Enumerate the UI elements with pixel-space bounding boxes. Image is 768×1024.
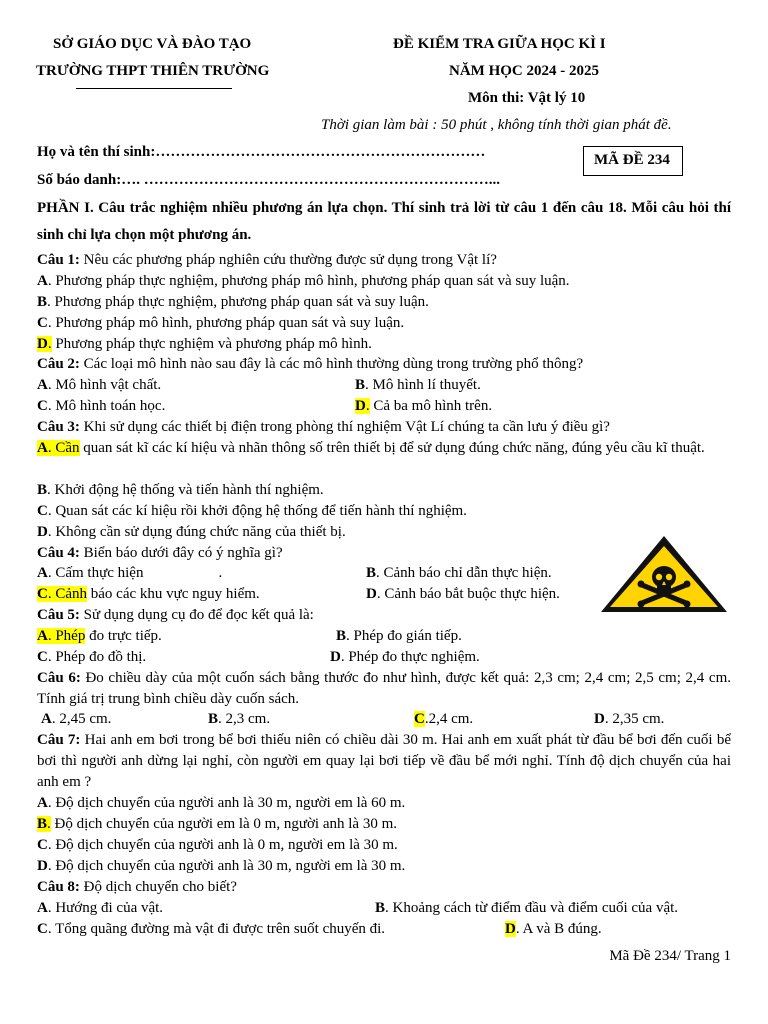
option-text: Quan sát các kí hiệu rồi khởi động hệ thống để tiến hành thí nghiệm. [51, 503, 467, 519]
option-text: Mô hình lí thuyết. [368, 377, 481, 393]
q8-option-b [375, 898, 678, 919]
option-key: B [375, 900, 386, 916]
option-key: C [37, 315, 48, 331]
q7-option-a [37, 793, 731, 814]
option-text: Phép đo thực nghiệm. [344, 649, 480, 665]
option-key-answer: C [414, 711, 425, 727]
option-text: Cấm thực hiện . [51, 565, 223, 581]
question-label: Câu 8: [37, 879, 80, 895]
q5-option-d [330, 647, 480, 668]
q5-option-c [37, 647, 146, 668]
option-sep: . [218, 711, 222, 727]
q1-option-d [37, 334, 731, 355]
option-text: đo trực tiếp. [85, 628, 162, 644]
candidate-id-label: Số báo danh:…. ……………………………………………………………... [37, 172, 500, 188]
option-text: Khởi động hệ thống và tiến hành thí nghiệm. [50, 482, 324, 498]
option-key-answer: D [37, 336, 48, 352]
q6-option-d [594, 709, 664, 730]
option-key: D [330, 649, 341, 665]
subject: Môn thi: Vật lý 10 [468, 90, 586, 106]
option-text: Phương pháp thực nghiệm, phương pháp mô hình, phương pháp quan sát và suy luận. [51, 273, 570, 289]
q3-option-a [37, 438, 731, 459]
question-label: Câu 5: [37, 607, 80, 623]
option-sep: . [346, 628, 350, 644]
question-6 [37, 668, 731, 710]
q4-option-a [37, 563, 222, 584]
option-key-answer: D [505, 921, 516, 937]
question-text: Độ dịch chuyển cho biết? [79, 879, 237, 895]
q7-option-d [37, 856, 731, 877]
option-sep: . [385, 900, 389, 916]
option-text: A và B đúng. [519, 921, 602, 937]
q6-option-a [41, 709, 111, 730]
question-1 [37, 250, 731, 271]
q6-option-b [208, 709, 270, 730]
question-label: Câu 7: [37, 732, 81, 748]
option-sep: . [51, 711, 56, 727]
option-text: 2,3 cm. [221, 711, 271, 727]
option-key: B [37, 482, 48, 498]
option-key: C [37, 921, 48, 937]
q5-option-a [37, 626, 162, 647]
option-text: 2,4 cm. [428, 711, 474, 727]
option-sep: . [47, 294, 51, 310]
option-text: Tổng quãng đường mà vật đi được trên suốt chuyến đi. [51, 921, 386, 937]
option-key-answer: A [37, 628, 48, 644]
dept-name: SỞ GIÁO DỤC VÀ ĐÀO TẠO [53, 36, 252, 52]
option-sep: . Phép [47, 628, 86, 644]
option-text: Mô hình toán học. [51, 398, 166, 414]
option-text: Phương pháp thực nghiệm, phương pháp quan sát và suy luận. [50, 294, 429, 310]
question-label: Câu 1: [37, 252, 80, 268]
option-text: Hướng đi của vật. [51, 900, 164, 916]
option-key: A [37, 273, 48, 289]
q1-option-c [37, 313, 731, 334]
option-sep: . [515, 921, 520, 937]
question-label: Câu 2: [37, 356, 80, 372]
option-text: Cảnh báo chỉ dẫn thực hiện. [379, 565, 552, 581]
option-sep: . [47, 816, 51, 832]
option-key: D [594, 711, 605, 727]
option-sep: . [376, 565, 380, 581]
option-key-answer: C [37, 586, 48, 602]
question-text: Hai anh em bơi trong bể bơi thiếu niên có chiều dài 30 m. Hai anh em xuất phát từ đầu bể bơi đến cuối bể bơi thì người anh dừng lại nghỉ, còn người em quay lại bơi tiếp về đầu bể mới nghỉ. Tính độ dịch chuyển của hai anh em ? [37, 732, 731, 790]
option-key: C [37, 398, 48, 414]
question-label: Câu 3: [37, 419, 80, 435]
option-text: 2,35 cm. [608, 711, 665, 727]
option-text: Độ dịch chuyển của người anh là 30 m, người em là 60 m. [51, 795, 406, 811]
q4-option-b [366, 563, 552, 584]
page-footer: Mã Đề 234/ Trang 1 [609, 948, 731, 964]
q5-option-b [336, 626, 462, 647]
q3-option-b [37, 480, 731, 501]
option-sep: . [47, 482, 51, 498]
q8-option-d [505, 919, 602, 940]
q4-option-c [37, 584, 260, 605]
option-text: 2,45 cm. [55, 711, 112, 727]
option-text: Không cần sử dụng đúng chức năng của thiết bị. [51, 524, 346, 540]
question-8 [37, 877, 731, 898]
option-key: D [37, 524, 48, 540]
option-sep: . Cần [47, 440, 80, 456]
q3-option-c [37, 501, 731, 522]
q8-option-a [37, 898, 163, 919]
option-text: Phương pháp mô hình, phương pháp quan sát và suy luận. [51, 315, 405, 331]
time-note: Thời gian làm bài : 50 phút , không tính thời gian phát đề. [321, 117, 672, 133]
option-sep: . [47, 900, 52, 916]
q1-option-a [37, 271, 731, 292]
exam-code: MÃ ĐỀ 234 [594, 152, 670, 168]
option-text: Độ dịch chuyển của người em là 0 m, người anh là 30 m. [50, 816, 397, 832]
option-sep: . [47, 565, 52, 581]
option-sep: . [47, 837, 52, 853]
option-text: Mô hình vật chất. [51, 377, 162, 393]
option-sep: . [424, 711, 429, 727]
option-sep: . [365, 398, 370, 414]
question-text: Đo chiều dày của một cuốn sách bằng thước đo như hình, được kết quả: 2,3 cm; 2,4 cm; 2,5 cm; 2,4 cm. Tính giá trị trung bình chiều dày cuốn sách. [37, 670, 731, 707]
question-7 [37, 730, 731, 793]
option-key: C [37, 503, 48, 519]
option-sep: . [47, 273, 52, 289]
option-text: Phép đo gián tiếp. [349, 628, 462, 644]
option-text: báo các khu vực nguy hiểm. [87, 586, 260, 602]
option-key: B [366, 565, 377, 581]
q7-option-b [37, 814, 731, 835]
option-sep: . [47, 921, 52, 937]
option-key: D [366, 586, 377, 602]
option-key: A [41, 711, 52, 727]
option-text: Cả ba mô hình trên. [369, 398, 493, 414]
option-key: A [37, 565, 48, 581]
option-text: Độ dịch chuyển của người anh là 30 m, người em là 30 m. [51, 858, 406, 874]
option-text: Độ dịch chuyển của người anh là 0 m, người em là 30 m. [51, 837, 398, 853]
question-label: Câu 4: [37, 545, 80, 561]
option-sep: . Cảnh [47, 586, 88, 602]
option-sep: . [47, 315, 52, 331]
option-key: A [37, 377, 48, 393]
option-sep: . [47, 503, 52, 519]
question-3 [37, 417, 731, 438]
q1-option-b [37, 292, 731, 313]
option-text: Khoảng cách từ điểm đầu và điểm cuối của vật. [388, 900, 679, 916]
q2-option-b [355, 375, 481, 396]
option-sep: . [47, 377, 52, 393]
question-5 [37, 605, 731, 626]
option-key: A [37, 900, 48, 916]
q2-option-c [37, 396, 165, 417]
option-key: C [37, 837, 48, 853]
part1-heading: PHẦN I. Câu trắc nghiệm nhiều phương án lựa chọn. Thí sinh trả lời từ câu 1 đến câu 18. Mỗi câu hỏi thí sinh chỉ lựa chọn một phương án. [37, 200, 731, 243]
question-label: Câu 6: [37, 670, 81, 686]
option-key: B [37, 294, 48, 310]
question-text: Các loại mô hình nào sau đây là các mô hình thường dùng trong trường phổ thông? [79, 356, 584, 372]
option-sep: . [47, 336, 52, 352]
option-key-answer: A [37, 440, 48, 456]
option-key: B [355, 377, 366, 393]
q6-option-c [414, 709, 473, 730]
option-text: Phương pháp thực nghiệm và phương pháp mô hình. [51, 336, 372, 352]
option-key: B [208, 711, 219, 727]
q7-option-c [37, 835, 731, 856]
option-sep: . [47, 649, 52, 665]
option-sep: . [47, 795, 52, 811]
question-text: Sử dụng dụng cụ đo để đọc kết quả là: [79, 607, 314, 623]
option-sep: . [604, 711, 609, 727]
option-key: B [336, 628, 347, 644]
option-key: A [37, 795, 48, 811]
question-text: Biển báo dưới đây có ý nghĩa gì? [79, 545, 283, 561]
option-sep: . [365, 377, 369, 393]
question-text: Khi sử dụng các thiết bị điện trong phòng thí nghiệm Vật Lí chúng ta cần lưu ý điều gì? [79, 419, 610, 435]
option-sep: . [376, 586, 381, 602]
option-text: Cảnh báo bắt buộc thực hiện. [380, 586, 560, 602]
candidate-name-label: Họ và tên thí sinh:………………………………………………………… [37, 144, 486, 160]
option-sep: . [340, 649, 345, 665]
option-key-answer: B [37, 816, 48, 832]
option-key: D [37, 858, 48, 874]
option-sep: . [47, 398, 52, 414]
q2-option-a [37, 375, 161, 396]
school-year: NĂM HỌC 2024 - 2025 [449, 63, 599, 79]
option-sep: . [47, 858, 52, 874]
q2-option-d [355, 396, 492, 417]
header-underline [76, 88, 232, 89]
toxic-warning-sign-icon [598, 533, 730, 615]
question-2 [37, 354, 731, 375]
school-name: TRƯỜNG THPT THIÊN TRƯỜNG [36, 63, 270, 79]
option-key: C [37, 649, 48, 665]
q8-option-c [37, 919, 385, 940]
option-text: quan sát kĩ các kí hiệu và nhãn thông số trên thiết bị để sử dụng đúng chức năng, đúng yêu cầu kĩ thuật. [79, 440, 705, 456]
question-text: Nêu các phương pháp nghiên cứu thường được sử dụng trong Vật lí? [79, 252, 497, 268]
option-sep: . [47, 524, 52, 540]
exam-title: ĐỀ KIỂM TRA GIỮA HỌC KÌ I [393, 36, 606, 52]
option-text: Phép đo đồ thị. [51, 649, 147, 665]
q4-option-d [366, 584, 560, 605]
option-key-answer: D [355, 398, 366, 414]
